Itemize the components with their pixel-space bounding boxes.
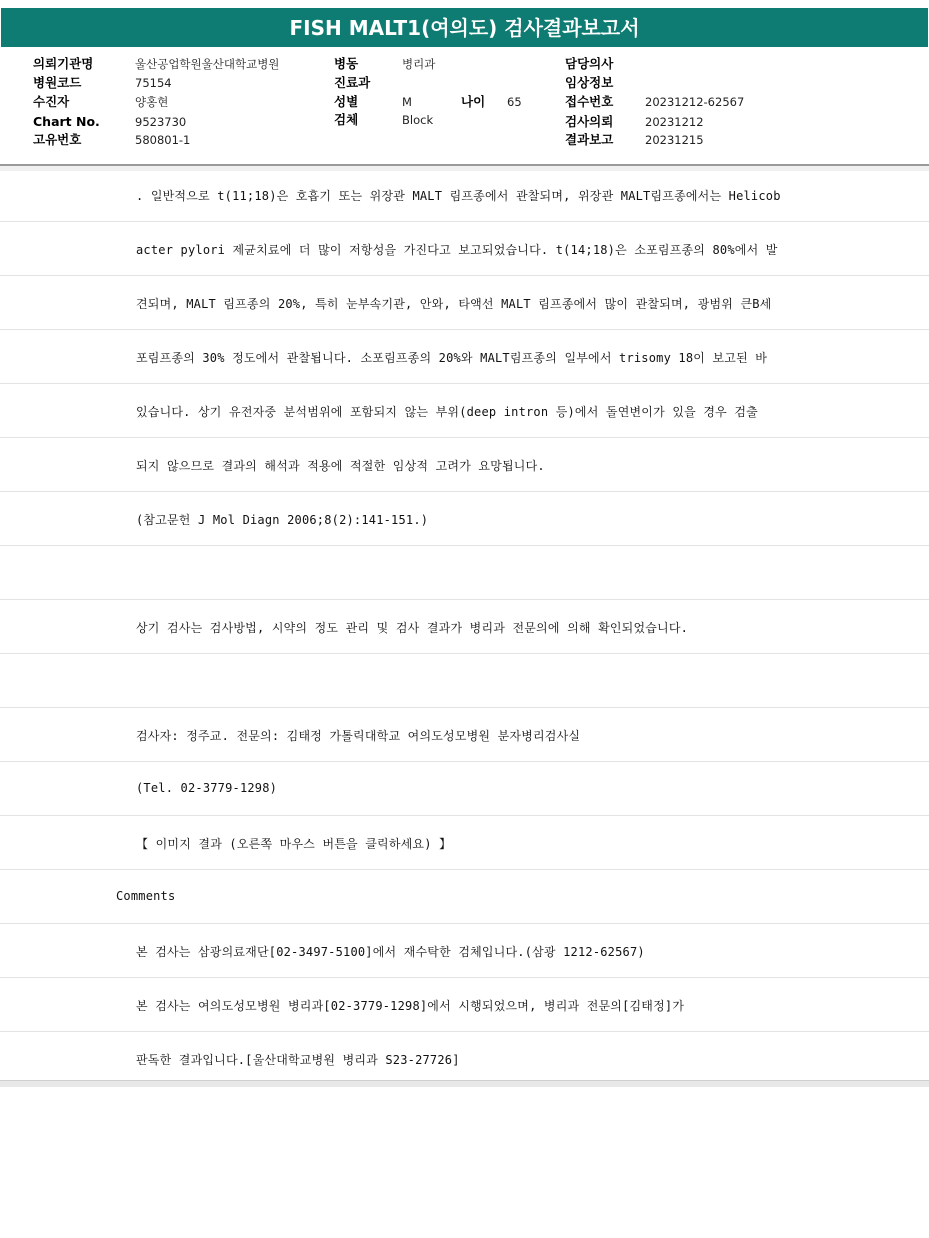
age-label: 나이 — [461, 94, 486, 109]
report-title: FISH MALT1(여의도) 검사결과보고서 — [1, 8, 928, 47]
footer-divider — [0, 1080, 929, 1087]
result-row — [0, 168, 929, 222]
result-row — [0, 978, 929, 1032]
requesting-institution-label: 의뢰기관명 — [33, 56, 94, 71]
report-date-value: 20231215 — [645, 133, 704, 147]
result-text-body — [0, 168, 929, 1086]
department-label: 진료과 — [334, 75, 371, 90]
accession-no-value: 20231212-62567 — [645, 95, 745, 109]
request-date-value: 20231212 — [645, 115, 704, 129]
sex-value: M — [402, 95, 412, 109]
chart-no-value: 9523730 — [135, 115, 187, 129]
result-row — [0, 438, 929, 492]
result-row — [0, 924, 929, 978]
result-line: . 일반적으로 t(11;18)은 호흡기 또는 위장관 MALT 림프종에서 관찰되며, 위장관 MALT림프종에서는 Helicob — [136, 189, 781, 203]
hospital-code-value: 75154 — [135, 76, 172, 90]
requesting-institution-value: 울산공업학원울산대학교병원 — [135, 57, 280, 71]
examiner-line: 검사자: 정주교. 전문의: 김태정 가톨릭대학교 여의도성모병원 분자병리검사실 — [136, 729, 581, 743]
patient-info-header — [0, 47, 929, 166]
chart-no-label: Chart No. — [33, 114, 100, 129]
result-row — [0, 276, 929, 330]
image-result-link[interactable]: 【 이미지 결과 (오른쪽 마우스 버튼을 클릭하세요) 】 — [136, 837, 452, 851]
verification-line: 상기 검사는 검사방법, 시약의 정도 관리 및 검사 결과가 병리과 전문의에 의해 확인되었습니다. — [136, 621, 689, 635]
ward-label: 병동 — [334, 56, 359, 71]
result-row — [0, 384, 929, 438]
unique-id-value: 580801-1 — [135, 133, 191, 147]
sex-label: 성별 — [334, 94, 359, 109]
request-date-label: 검사의뢰 — [565, 114, 614, 129]
comments-heading: Comments — [116, 889, 176, 903]
result-row — [0, 762, 929, 816]
result-line: 포림프종의 30% 정도에서 관찰됩니다. 소포림프종의 20%와 MALT림프종의 일부에서 trisomy 18이 보고된 바 — [136, 351, 768, 365]
accession-no-label: 접수번호 — [565, 94, 614, 109]
patient-name-label: 수진자 — [33, 94, 70, 109]
report-date-label: 결과보고 — [565, 132, 614, 147]
unique-id-label: 고유번호 — [33, 132, 82, 147]
reference-line: (참고문헌 J Mol Diagn 2006;8(2):141-151.) — [136, 513, 429, 527]
age-value: 65 — [507, 95, 522, 109]
comment-line: 본 검사는 삼광의료재단[02-3497-5100]에서 재수탁한 검체입니다.(삼광 1212-62567) — [136, 945, 645, 959]
result-row — [0, 708, 929, 762]
result-row — [0, 1032, 929, 1086]
result-row — [0, 222, 929, 276]
specimen-value: Block — [402, 113, 434, 127]
result-row — [0, 870, 929, 924]
blank-row — [0, 546, 929, 600]
ward-value: 병리과 — [402, 57, 436, 71]
blank-row — [0, 654, 929, 708]
comment-line: 본 검사는 여의도성모병원 병리과[02-3779-1298]에서 시행되었으며, 병리과 전문의[김태정]가 — [136, 999, 685, 1013]
patient-name-value: 양홍현 — [135, 95, 169, 109]
result-row — [0, 330, 929, 384]
specimen-label: 검체 — [334, 112, 359, 127]
result-line: acter pylori 제균치료에 더 많이 저항성을 가진다고 보고되었습니다. t(14;18)은 소포림프종의 80%에서 발 — [136, 243, 778, 257]
result-row[interactable] — [0, 816, 929, 870]
result-line: 견되며, MALT 림프종의 20%, 특히 눈부속기관, 안와, 타액선 MALT 림프종에서 많이 관찰되며, 광범위 큰B세 — [136, 297, 772, 311]
clinical-info-label: 임상정보 — [565, 75, 614, 90]
attending-doctor-label: 담당의사 — [565, 56, 614, 71]
result-line: 있습니다. 상기 유전자중 분석범위에 포함되지 않는 부위(deep intron 등)에서 돌연변이가 있을 경우 검출 — [136, 405, 758, 419]
hospital-code-label: 병원코드 — [33, 75, 82, 90]
result-row — [0, 600, 929, 654]
comment-line: 판독한 결과입니다.[울산대학교병원 병리과 S23-27726] — [136, 1053, 460, 1067]
result-row — [0, 492, 929, 546]
phone-line: (Tel. 02-3779-1298) — [136, 781, 278, 795]
result-line: 되지 않으므로 결과의 해석과 적용에 적절한 임상적 고려가 요망됩니다. — [136, 459, 545, 473]
